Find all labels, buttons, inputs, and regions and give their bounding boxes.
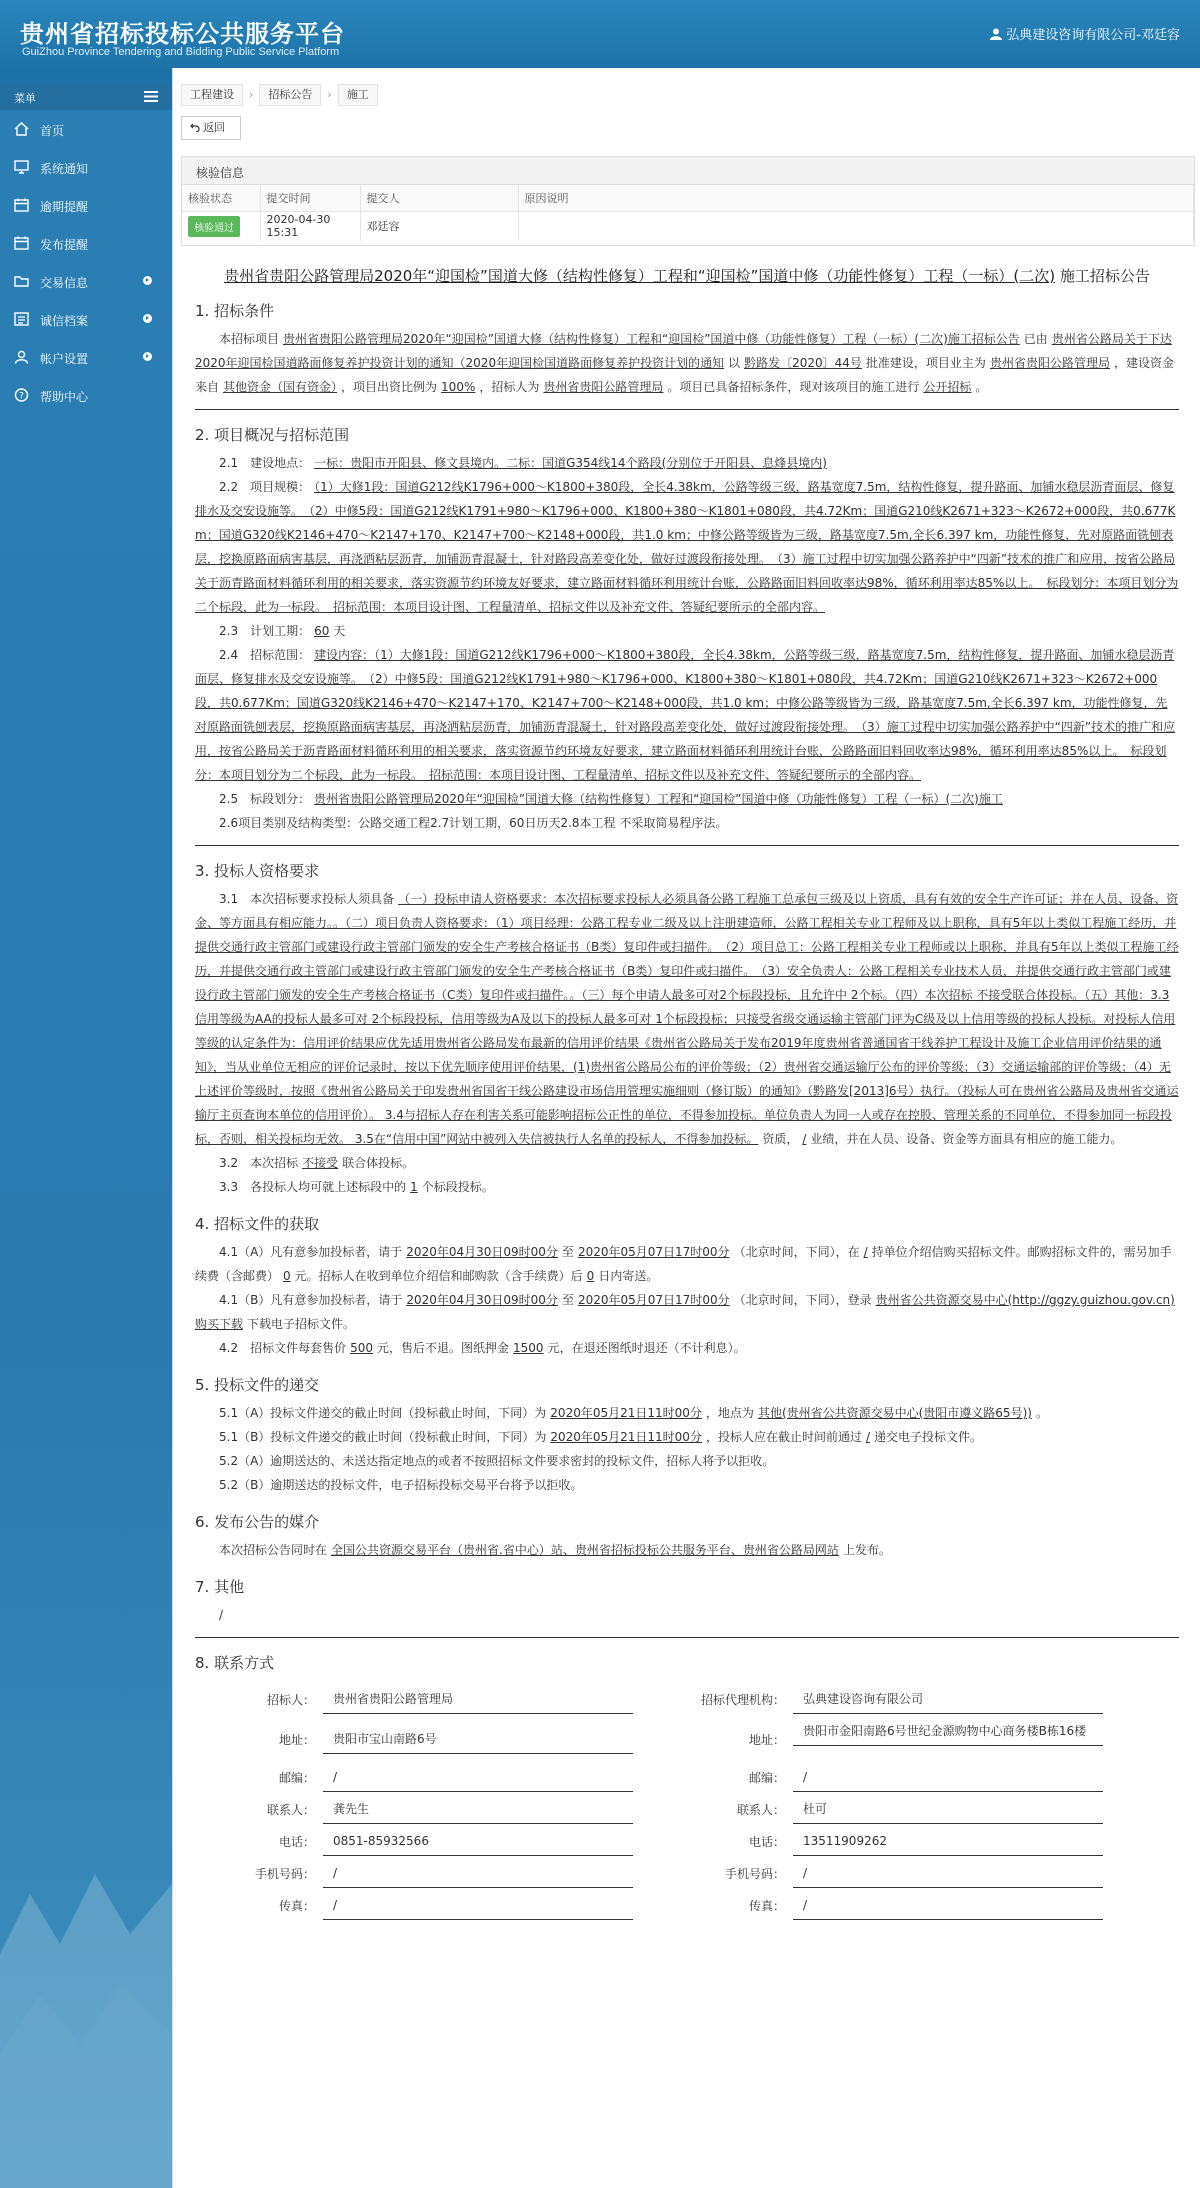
contact-value: 贵阳市金阳南路6号世纪金源购物中心商务楼B栋16楼	[793, 1717, 1103, 1746]
contact-label: 邮编：	[748, 1771, 785, 1785]
hamburger-icon[interactable]	[144, 91, 158, 102]
sidebar-item-overdue-reminder[interactable]	[0, 186, 172, 224]
svg-text:?: ?	[19, 391, 24, 402]
contact-label: 招标代理机构：	[700, 1693, 785, 1707]
contact-value: 贵州省贵阳公路管理局	[323, 1685, 633, 1714]
section-5-2a: 5.2（A）逾期送达的、未送达指定地点的或者不按照招标文件要求密封的投标文件，招标人将予以拒收。	[219, 1454, 775, 1468]
calendar-icon	[14, 198, 29, 212]
check-info-panel	[181, 156, 1195, 246]
calendar-icon	[14, 236, 29, 250]
contact-value: /	[793, 1763, 1103, 1792]
sidebar-item-label: 系统通知	[40, 162, 89, 176]
sidebar-menu	[0, 110, 172, 414]
user-icon	[14, 350, 29, 364]
section-3-2: 3.2 本次招标 不接受 联合体投标。	[219, 1156, 415, 1170]
section-heading: 1. 招标条件	[195, 302, 275, 320]
user-name: 弘典建设咨询有限公司-邓廷容	[1006, 28, 1180, 43]
contact-value: /	[793, 1891, 1103, 1920]
chevron-right-icon: ›	[249, 88, 254, 101]
announcement-title	[195, 266, 1179, 286]
user-menu[interactable]	[990, 24, 1180, 43]
section-7-text: /	[219, 1608, 224, 1622]
divider	[195, 409, 1179, 410]
chevron-right-icon	[143, 352, 152, 361]
chevron-right-icon	[143, 314, 152, 323]
reason	[518, 211, 1194, 241]
section-2-6: 2.6项目类别及结构类型：公路交通工程2.7计划工期，60日历天2.8本工程 不采取简易程序法。	[219, 816, 728, 830]
sidebar-item-trade-info[interactable]	[0, 262, 172, 300]
contact-value: 杜可	[793, 1795, 1103, 1824]
sidebar-item-publish-reminder[interactable]	[0, 224, 172, 262]
column-header: 原因说明	[518, 185, 1194, 211]
contact-value: 龚先生	[323, 1795, 633, 1824]
contact-row	[195, 1793, 1179, 1825]
contact-value: /	[323, 1763, 633, 1792]
table-header-row	[182, 185, 1194, 211]
contact-value: 贵阳市宝山南路6号	[323, 1725, 633, 1754]
contact-label: 传真：	[278, 1899, 315, 1913]
breadcrumb-item[interactable]: 招标公告	[259, 84, 321, 106]
chevron-right-icon	[143, 276, 152, 285]
contact-row	[195, 1889, 1179, 1921]
contact-row	[195, 1857, 1179, 1889]
title-suffix: 施工招标公告	[1059, 267, 1150, 285]
sidebar-item-label: 首页	[40, 124, 65, 138]
section-heading: 2. 项目概况与招标范围	[195, 426, 350, 444]
contact-label: 联系人：	[736, 1803, 785, 1817]
sidebar-item-label: 帮助中心	[40, 390, 89, 404]
divider	[195, 1637, 1179, 1638]
breadcrumb-item[interactable]: 工程建设	[181, 84, 243, 106]
column-header: 提交时间	[260, 185, 360, 211]
folder-icon	[14, 274, 29, 288]
sidebar-item-label: 帐户设置	[40, 352, 89, 366]
platform-title: 贵州省招标投标公共服务平台	[20, 20, 345, 48]
monitor-icon	[14, 160, 29, 174]
section-5-1b: 5.1（B）投标文件递交的截止时间（投标截止时间，下同）为 2020年05月21日11时00分 ，投标人应在截止时间前通过 / 递交电子投标文件。	[219, 1430, 983, 1444]
section-5-2b: 5.2（B）逾期送达的投标文件，电子招标投标交易平台将予以拒收。	[219, 1478, 583, 1492]
undo-icon	[190, 122, 200, 132]
contact-value: /	[323, 1891, 633, 1920]
help-icon	[14, 388, 29, 402]
home-icon	[14, 122, 29, 136]
platform-subtitle: GuiZhou Province Tendering and Bidding Public Service Platform	[22, 46, 340, 58]
sidebar-item-credit-archive[interactable]	[0, 300, 172, 338]
sidebar-item-account-settings[interactable]	[0, 338, 172, 376]
breadcrumb	[181, 84, 380, 108]
section-2-5: 2.5 标段划分： 贵州省贵阳公路管理局2020年“迎国检”国道大修（结构性修复）工程和“迎国检”国道中修（功能性修复）工程（一标）(二次)施工	[219, 792, 1003, 806]
contact-row	[195, 1683, 1179, 1715]
contact-label: 地址：	[278, 1733, 315, 1747]
trade-center-link[interactable]: 贵州省公共资源交易中心(http://ggzy.guizhou.gov.cn)购买下载	[195, 1293, 1175, 1331]
section-2-1: 2.1 建设地点： 一标：贵阳市开阳县、修文县境内。二标：国道G354线14个路段(分别位于开阳县、息烽县境内)	[219, 456, 827, 470]
check-info-title: 核验信息	[182, 157, 1194, 185]
contact-label: 联系人：	[266, 1803, 315, 1817]
contact-value: /	[323, 1859, 633, 1888]
section-2-3: 2.3 计划工期： 60 天	[219, 624, 346, 638]
main-content	[172, 68, 1200, 2188]
contact-row	[195, 1825, 1179, 1857]
section-3-1: 3.1 本次招标要求投标人须具备 （一）投标申请人资格要求：本次招标要求投标人必须具备公路工程施工总承包三级及以上资质，具有有效的安全生产许可证；并在人员、设备、资金、等方面具有相应能力。。（二）项目负责人资格要求：（1）项目经理：公路工程专业二级及以上注册建造师，公路工程相关专业工程师及以上职称，具有5年以上类似工程施工经历，并提供交通行政主管部门或建设行政主管部门颁发的安全生产考核合格证书（B类）复印件或扫描件。 （2）项目总工：公路工程相关专业工程师或以上职称，并具有5年以上类似工程施工经历，并提供交通行政主管部门或建设行政主管部门颁发的安全生产考核合格证书（B类）复印件或扫描件。 （3）安全负责人：公路工程相关专业技术人员，并提供交通行政主管部门或建设行政主管部门颁发的安全生产考核合格证书（C类）复印件或扫描件。。（三）每个申请人最多可对2个标段投标，且允许中 2个标。（四）本次招标 不接受联合体投标。（五）其他：3.3信用等级为AA的投标人最多可对 2个标段投标，信用等级为A及以下的投标人最多可对 1个标段投标；只接受省级交通运输主管部门评为C级及以上信用等级的投标人投标。对投标人信用等级的认定条件为：信用评价结果应优先适用贵州省公路局发布最新的信用评价结果《贵州省公路局关于发布2019年度贵州省普通国省干线养护工程设计及施工企业信用评价结果的通知》，当从业单位无相应的评价记录时，按以下优先顺序使用评价结果，(1)贵州省公路局公布的评价等级；（2）贵州省交通运输厅公布的评价等级；（3）交通运输部的评价等级；（4）无上述评价等级时，按照《贵州省公路局关于印发贵州省国省干线公路建设市场信用管理实施细则（修订版）的通知》（黔路发[2013]6号）执行。（投标人可在贵州省公路局及贵州省交通运输厅主页查询本单位的信用评价）。 3.4与招标人存在利害关系可能影响招标公正性的单位，不得参加投标。单位负责人为同一人或存在控股、管理关系的不同单位，不得参加同一标段投标，否则，相关投标均无效。 3.5在“信用中国”网站中被列入失信被执行人名单的投标人，不得参加投标。 资质， / 业绩，并在人员、设备、资金等方面具有相应的施工能力。	[195, 892, 1179, 1146]
contact-table	[195, 1683, 1179, 1921]
sidebar-item-label: 诚信档案	[40, 314, 89, 328]
section-heading: 7. 其他	[195, 1578, 245, 1596]
menu-label: 菜单	[14, 92, 36, 105]
contact-label: 电话：	[278, 1835, 315, 1849]
submitter: 邓廷容	[360, 211, 518, 241]
section-heading: 4. 招标文件的获取	[195, 1215, 320, 1233]
section-2-2: 2.2 项目规模： （1）大修1段：国道G212线K1796+000～K1800+380段，全长4.38km，公路等级三级，路基宽度7.5m，结构性修复，提升路面、加铺水稳层沥青面层、修复排水及交安设施等。 （2）中修5段：国道G212线K1791+980～K1796+000、K1800+380～K1801+080段，共4.72Km；国道G210线K2671+323～K2672+000段，共0.677Km；国道G320线K2146+470～K2147+170、K2147+700～K2148+000段，共1.0 km；中修公路等级皆为三级，路基宽度7.5m,全长6.397 km，功能性修复，先对原路面铣刨表层，挖换原路面病害基层，再浇洒粘层沥青，加铺沥青混凝土，针对路段高差变化处，做好过渡段衔接处理。 （3）施工过程中切实加强公路养护中“四新”技术的推广和应用，按省公路局关于沥青路面材料循环利用的相关要求，落实资源节约环境友好要求，建立路面材料循环利用统计台账，公路路面旧料回收率达98%，循环利用率达85%以上。 标段划分：本项目划分为二个标段，此为一标段。 招标范围：本项目设计图、工程量清单、招标文件以及补充文件、答疑纪要所示的全部内容。	[195, 480, 1179, 614]
column-header: 提交人	[360, 185, 518, 211]
section-6-text: 本次招标公告同时在 全国公共资源交易平台（贵州省.省中心）站、贵州省招标投标公共服务平台、贵州省公路局网站 上发布。	[219, 1543, 891, 1557]
section-4-1a: 4.1（A）凡有意参加投标者，请于 2020年04月30日09时00分 至 2020年05月07日17时00分 （北京时间，下同），在 / 持单位介绍信购买招标文件。邮购招标文件的，需另加手续费（含邮费） 0 元。招标人在收到单位介绍信和邮购款（含手续费）后 0 日内寄送。	[195, 1245, 1172, 1283]
contact-label: 手机号码：	[724, 1867, 785, 1881]
chevron-right-icon: ›	[327, 88, 332, 101]
back-button[interactable]	[181, 116, 241, 140]
section-heading: 3. 投标人资格要求	[195, 862, 320, 880]
landscape-decoration	[0, 1834, 172, 2188]
section-4-1b: 4.1（B）凡有意参加投标者，请于 2020年04月30日09时00分 至 2020年05月07日17时00分 （北京时间，下同），登录 贵州省公共资源交易中心(http://ggzy.guizhou.gov.cn)购买下载 下载电子招标文件。	[195, 1293, 1175, 1331]
contact-label: 地址：	[748, 1733, 785, 1747]
sidebar-item-label: 逾期提醒	[40, 200, 89, 214]
list-icon	[14, 312, 29, 326]
contact-label: 电话：	[748, 1835, 785, 1849]
table-row	[182, 211, 1194, 241]
contact-value: 弘典建设咨询有限公司	[793, 1685, 1103, 1714]
contact-value: 0851-85932566	[323, 1827, 633, 1856]
contact-label: 招标人：	[266, 1693, 315, 1707]
section-heading: 5. 投标文件的递交	[195, 1376, 320, 1394]
top-header	[0, 0, 1200, 68]
contact-row	[195, 1715, 1179, 1761]
contact-label: 邮编：	[278, 1771, 315, 1785]
back-label: 返回	[203, 121, 225, 134]
user-icon	[990, 28, 1002, 40]
contact-value: 13511909262	[793, 1827, 1103, 1856]
divider	[195, 845, 1179, 846]
contact-row	[195, 1761, 1179, 1793]
section-5-1a: 5.1（A）投标文件递交的截止时间（投标截止时间，下同）为 2020年05月21日11时00分 ，地点为 其他(贵州省公共资源交易中心(贵阳市遵义路65号)) 。	[219, 1406, 1048, 1420]
menu-header	[0, 84, 172, 110]
sidebar-item-label: 交易信息	[40, 276, 89, 290]
section-heading: 8. 联系方式	[195, 1654, 275, 1672]
contact-label: 传真：	[748, 1899, 785, 1913]
check-info-table	[182, 185, 1194, 241]
announcement	[195, 266, 1179, 1921]
sidebar-item-home[interactable]	[0, 110, 172, 148]
sidebar-item-label: 发布提醒	[40, 238, 89, 252]
submit-time: 2020-04-30 15:31	[260, 211, 360, 241]
sidebar-item-help-center[interactable]	[0, 376, 172, 414]
breadcrumb-item[interactable]: 施工	[338, 84, 378, 106]
title-project: 贵州省贵阳公路管理局2020年“迎国检”国道大修（结构性修复）工程和“迎国检”国道中修（功能性修复）工程（一标）(二次)	[224, 267, 1056, 285]
section-1-text: 本招标项目 贵州省贵阳公路管理局2020年“迎国检”国道大修（结构性修复）工程和“迎国检”国道中修（功能性修复）工程（一标）(二次)施工招标公告 已由 贵州省公路局关于下达2020年迎国检国道路面修复养护投资计划的通知（2020年迎国检国道路面修复养护投资计划的通知 以 黔路发〔2020〕44号 批准建设，项目业主为 贵州省贵阳公路管理局 ，建设资金来自 其他资金（国有资金） ，项目出资比例为 100% ，招标人为 贵州省贵阳公路管理局 。项目已具备招标条件，现对该项目的施工进行 公开招标 。	[195, 332, 1174, 394]
column-header: 核验状态	[182, 185, 260, 211]
section-3-3: 3.3 各投标人均可就上述标段中的 1 个标段投标。	[219, 1180, 494, 1194]
section-heading: 6. 发布公告的媒介	[195, 1513, 320, 1531]
status-badge: 核验通过	[188, 216, 240, 237]
section-2-4: 2.4 招标范围： 建设内容：（1）大修1段：国道G212线K1796+000～K1800+380段，全长4.38km，公路等级三级，路基宽度7.5m，结构性修复，提升路面、加铺水稳层沥青面层、修复排水及交安设施等。 （2）中修5段：国道G212线K1791+980～K1796+000、K1800+380～K1801+080段，共4.72Km；国道G210线K2671+323～K2672+000段，共0.677Km；国道G320线K2146+470～K2147+170、K2147+700～K2148+000段，共1.0 km；中修公路等级皆为三级，路基宽度7.5m,全长6.397 km，功能性修复，先对原路面铣刨表层，挖换原路面病害基层，再浇洒粘层沥青，加铺沥青混凝土，针对路段高差变化处，做好过渡段衔接处理。 （3）施工过程中切实加强公路养护中“四新”技术的推广和应用，按省公路局关于沥青路面材料循环利用的相关要求，落实资源节约环境友好要求，建立路面材料循环利用统计台账，公路路面旧料回收率达98%，循环利用率达85%以上。 标段划分：本项目划分为二个标段，此为一标段。 招标范围：本项目设计图、工程量清单、招标文件以及补充文件、答疑纪要所示的全部内容。	[195, 648, 1176, 782]
contact-label: 手机号码：	[254, 1867, 315, 1881]
section-4-2: 4.2 招标文件每套售价 500 元，售后不退。图纸押金 1500 元，在退还图纸时退还（不计利息）。	[219, 1341, 746, 1355]
sidebar-item-system-notice[interactable]	[0, 148, 172, 186]
contact-value: /	[793, 1859, 1103, 1888]
